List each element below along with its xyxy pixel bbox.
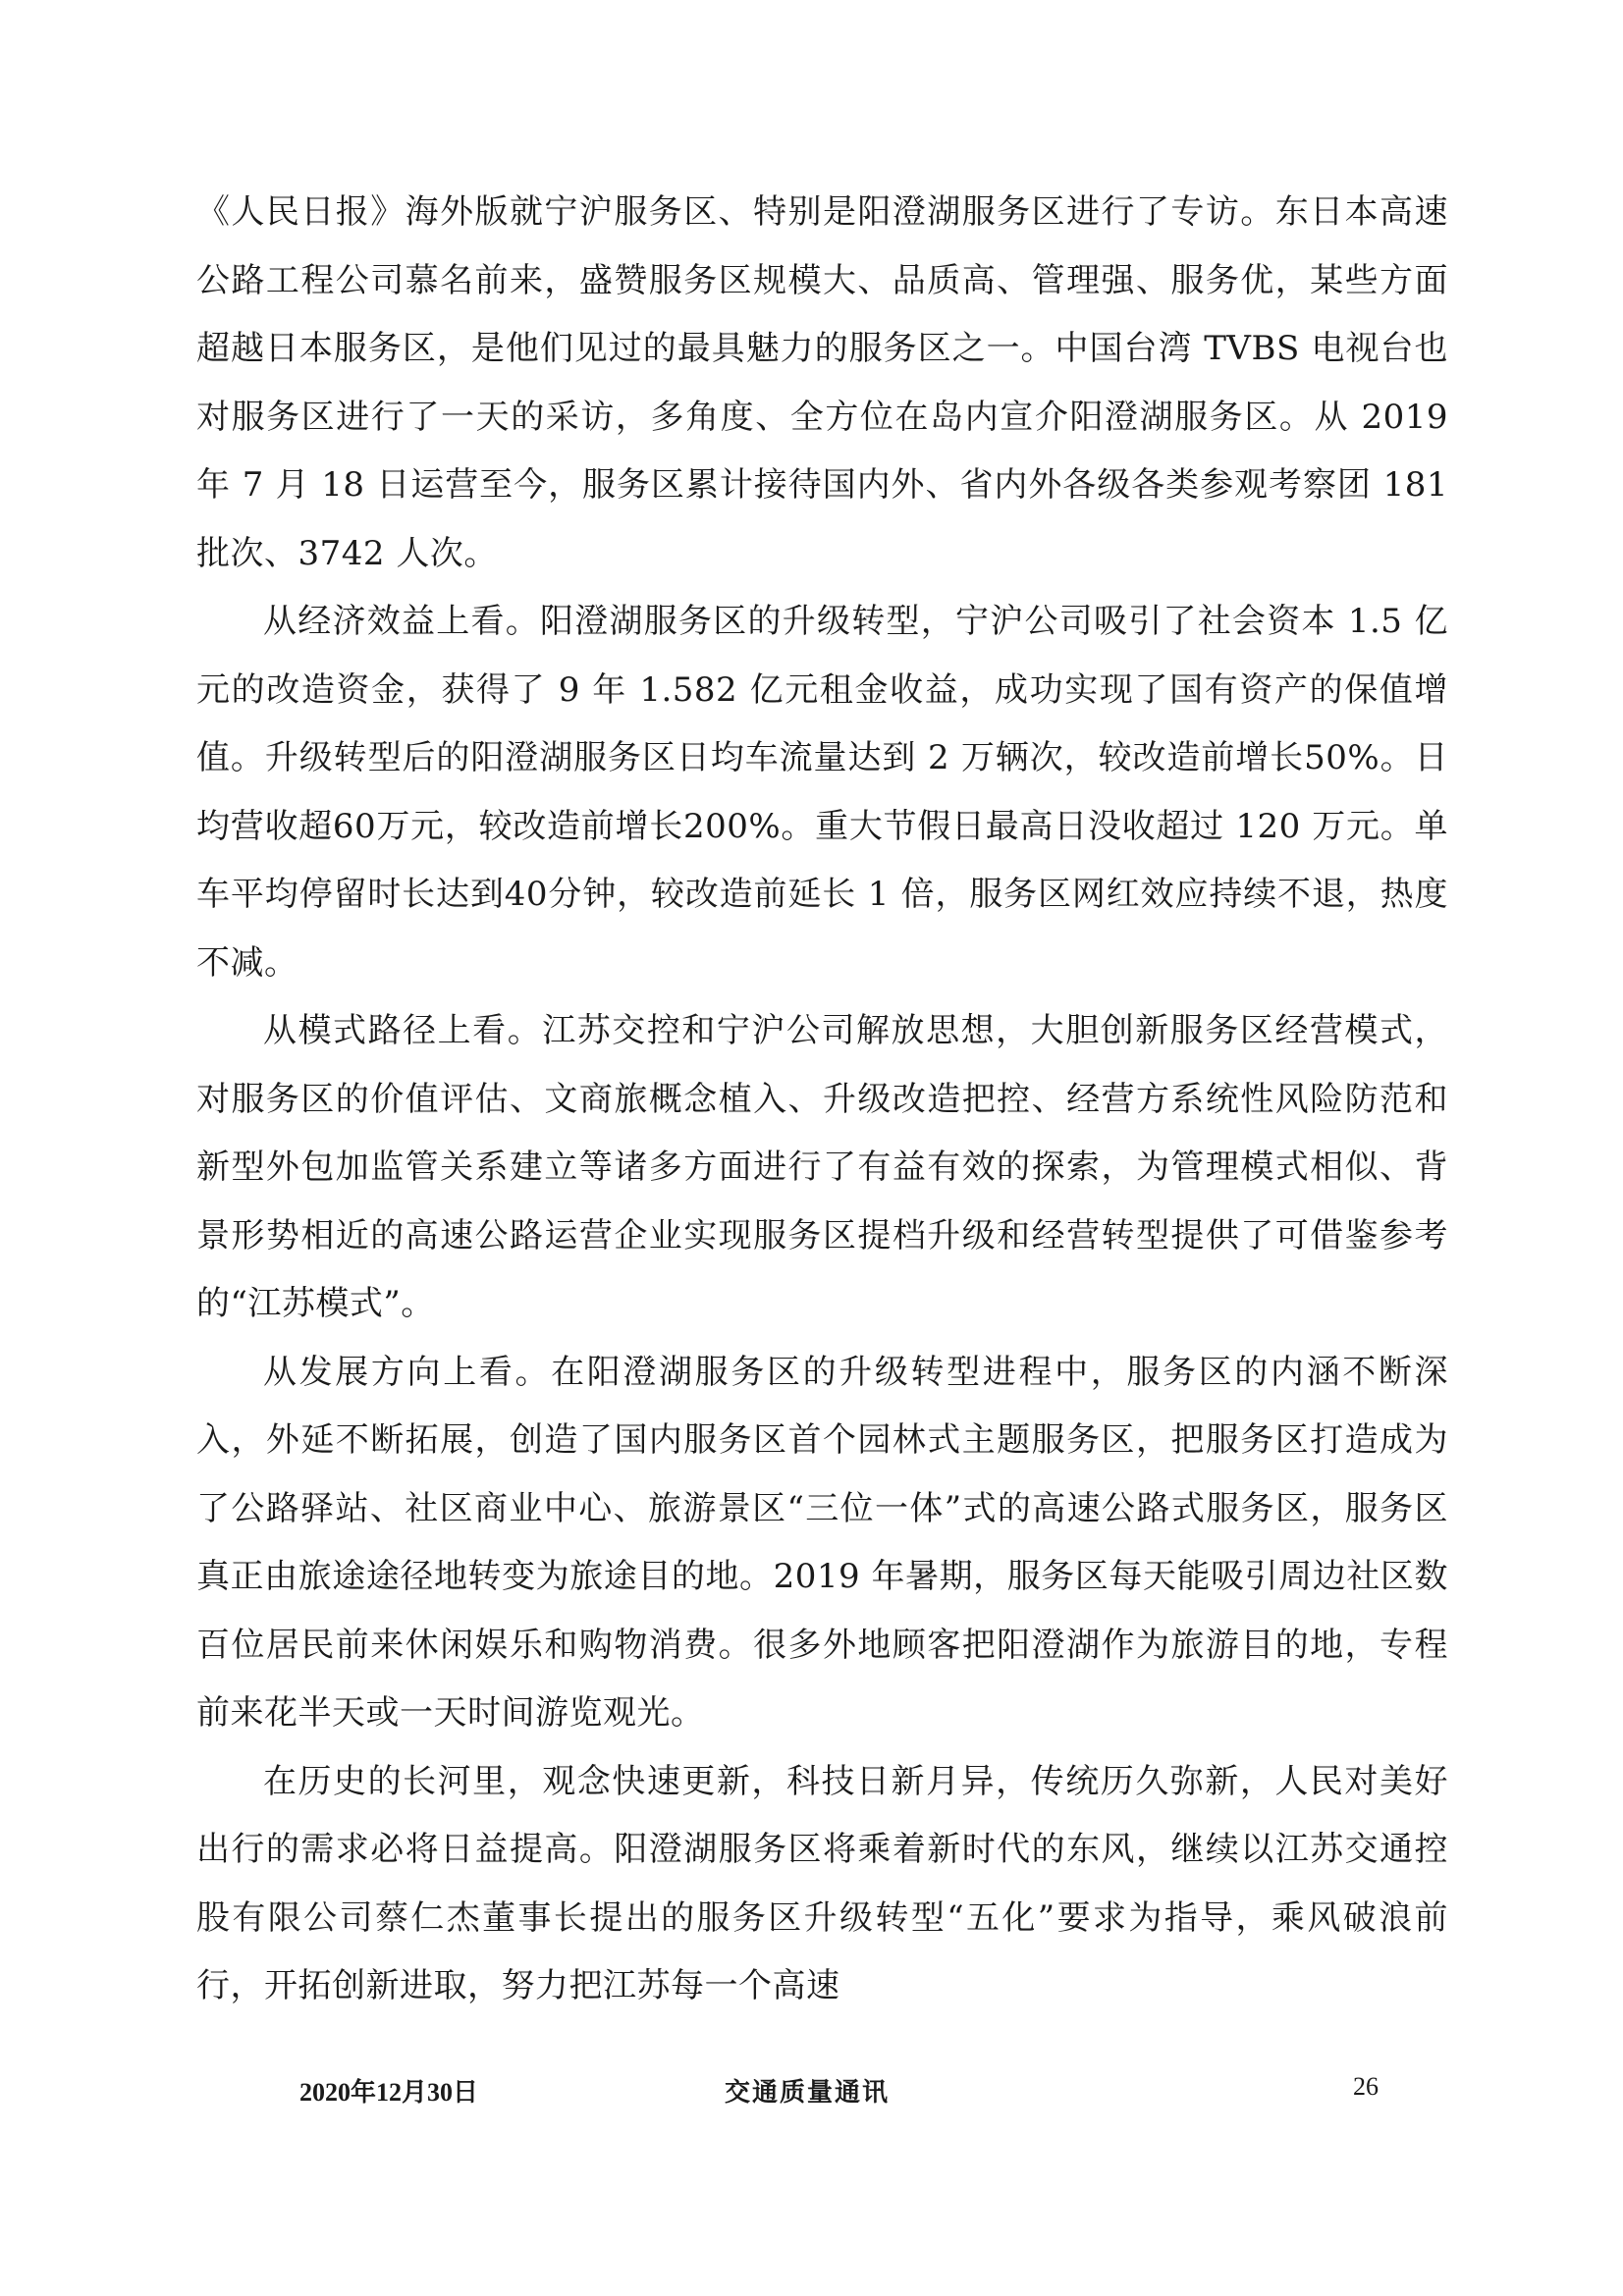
footer-journal-name: 交通质量通讯 bbox=[725, 2078, 891, 2108]
article-body bbox=[196, 179, 1448, 2021]
paragraph-development-direction: 从发展方向上看。在阳澄湖服务区的升级转型进程中，服务区的内涵不断深入，外延不断拓展，创造了国内服务区首个园林式主题服务区，把服务区打造成为了公路驿站、社区商业中心、旅游景区“三位一体”式的高速公路式服务区，服务区真正由旅途途径地转变为旅途目的地。2019 年暑期，服务区每天能吸引周边社区数百位居民前来休闲娱乐和购物消费。很多外地顾客把阳澄湖作为旅游目的地，专程前来花半天或一天时间游览观光。 bbox=[196, 1352, 1448, 1733]
paragraph-mode-path: 从模式路径上看。江苏交控和宁沪公司解放思想，大胆创新服务区经营模式，对服务区的价值评估、文商旅概念植入、升级改造把控、经营方系统性风险防范和新型外包加监管关系建立等诸多方面进行了有益有效的探索，为管理模式相似、背景形势相近的高速公路运营企业实现服务区提档升级和经营转型提供了可借鉴参考的“江苏模式”。 bbox=[196, 1011, 1448, 1323]
page-footer bbox=[0, 2072, 1623, 2121]
page-number: 26 bbox=[1353, 2072, 1379, 2101]
paragraph-economic-benefits: 从经济效益上看。阳澄湖服务区的升级转型，宁沪公司吸引了社会资本 1.5 亿元的改造资金，获得了 9 年 1.582 亿元租金收益，成功实现了国有资产的保值增值。升级转型后的阳澄湖服务区日均车流量达到 2 万辆次，较改造前增长50%。日均营收超60万元，较改造前增长200%。重大节假日最高日没收超过 120 万元。单车平均停留时长达到40分钟，较改造前延长 1 倍，服务区网红效应持续不退，热度不减。 bbox=[196, 602, 1448, 983]
footer-date: 2020年12月30日 bbox=[299, 2078, 479, 2107]
paragraph-conclusion: 在历史的长河里，观念快速更新，科技日新月异，传统历久弥新，人民对美好出行的需求必将日益提高。阳澄湖服务区将乘着新时代的东风，继续以江苏交通控股有限公司蔡仁杰董事长提出的服务区升级转型“五化”要求为指导，乘风破浪前行，开拓创新进取，努力把江苏每一个高速 bbox=[196, 1761, 1448, 2005]
paragraph-press-coverage: 《人民日报》海外版就宁沪服务区、特别是阳澄湖服务区进行了专访。东日本高速公路工程公司慕名前来，盛赞服务区规模大、品质高、管理强、服务优，某些方面超越日本服务区，是他们见过的最具魅力的服务区之一。中国台湾 TVBS 电视台也对服务区进行了一天的采访，多角度、全方位在岛内宣介阳澄湖服务区。从 2019 年 7 月 18 日运营至今，服务区累计接待国内外、省内外各级各类参观考察团 181 批次、3742 人次。 bbox=[196, 192, 1448, 573]
